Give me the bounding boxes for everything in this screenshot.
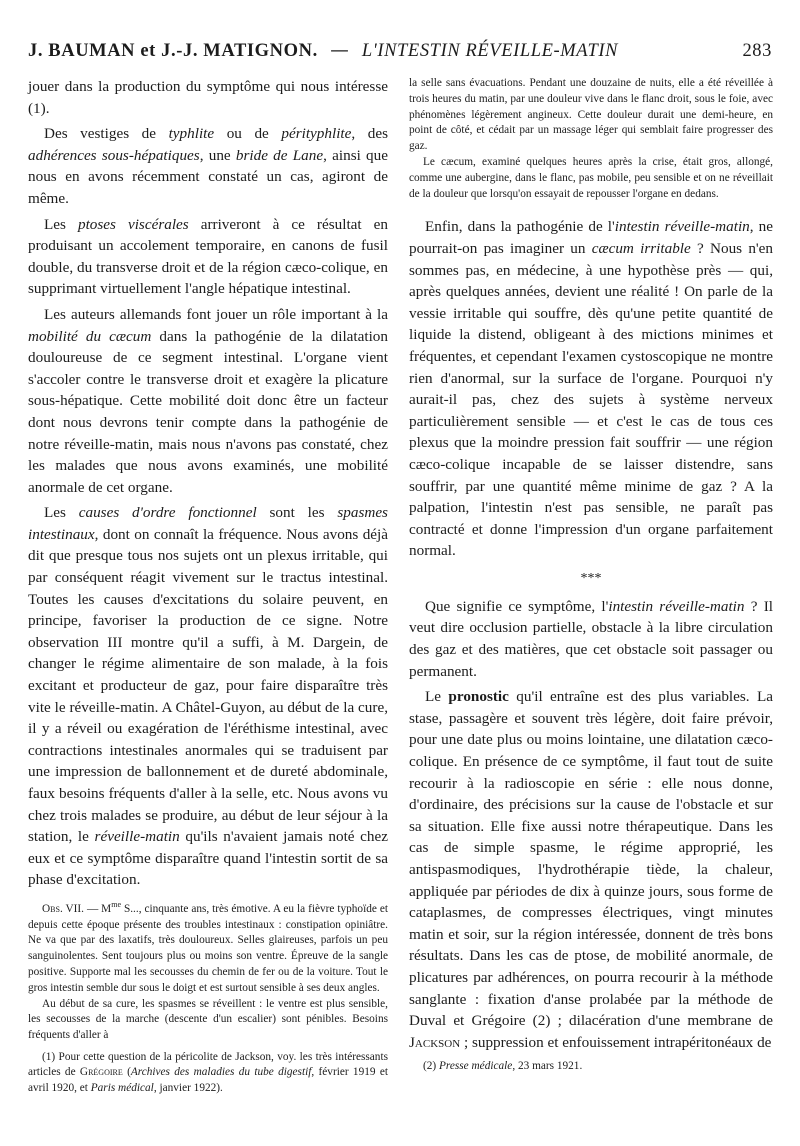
term-adherences: adhérences sous-hépatiques xyxy=(28,146,200,164)
footnote-1 xyxy=(28,1050,388,1097)
cure-text: Au début de sa cure, les spasmes se réveillent : le ventre est plus sensible, les secousses de la marche (descente d'un escalier) sont pénibles. Besoins fréquents d'aller à xyxy=(28,997,388,1042)
cont-text: la selle sans évacuations. Pendant une douzaine de nuits, elle a été réveillée à trois heures du matin, par une douleur vive dans le flanc droit, sous le foie, avec phénomènes légèrement angineux. Cette douleur durait une demi-heure, en point de côté, et cédait par un massage léger qui semblait faire progresser des gaz. xyxy=(409,77,773,153)
paragraph-causes-fonctionnel xyxy=(28,502,388,891)
observation-vii xyxy=(28,897,388,997)
term-causes: causes d'ordre fonctionnel xyxy=(78,504,257,522)
paragraph-pronostic xyxy=(409,686,773,1053)
p4-b: dans la pathogénie de la dilatation douloureuse de ce segment intestinal. L'organe vient s'accoler contre le transverse droit et exagère la plicature sous-hépatique. Cette mobilité doit donc être un facteur dont nous devrons tenir compte dans la pathogénie de notre réveille-matin, mais nous n'avons pas constaté, chez les malades que nous avons examinés, une mobilité anormale de cet organe. xyxy=(28,327,388,496)
fn2-b: , 23 mars 1921. xyxy=(512,1060,583,1073)
obs-me: me xyxy=(111,899,122,909)
p8-b: qu'il entraîne est des plus variables. La stase, passagère et souvent très légère, doit faire prévoir, pour une date plus ou moins lointaine, une dilatation cæco-colique. En présence de ce symptôme, il faut tout de suite recourir à la radioscopie en série : elle nous donne, d'ordinaire, des précisions sur la cause de l'obstacle et sur sa situation. Elle fixe aussi notre thérapeutique. Dans les cas de simple spasme, le régime approprié, les antispasmodiques, l'hydrothérapie tiède, la chaleur, appliquée par périodes de dix à quinze jours, sous forme de cataplasmes, de compresses électriques, vingt minutes matin et soir, sur la région intéressée, donnent de très bons résultats. Dans les cas de ptose, de mobilité anormale, de plicatures par adhérences, on pourra recourir à la méthode sanglante : fixation d'anse prolabée par la méthode de Duval et Grégoire (2) ; dilacération d'une membrane de xyxy=(409,688,773,1030)
fn1-b: ( xyxy=(122,1066,131,1079)
p4-a: Les auteurs allemands font jouer un rôle important à la xyxy=(44,305,388,323)
left-column xyxy=(28,76,388,1096)
term-pronostic: pronostic xyxy=(448,688,509,706)
p8-a: Le xyxy=(425,688,449,706)
term-bride-de-lane: bride de Lane xyxy=(235,146,324,164)
fn1-gregoire: Grégoire xyxy=(79,1066,123,1079)
obs-label: Obs. VII. xyxy=(42,902,85,915)
paragraph-continuation xyxy=(28,76,388,119)
p7-a: Que signifie ce symptôme, l' xyxy=(425,597,609,615)
p2-d: , une xyxy=(199,146,236,164)
p6-a: Enfin, dans la pathogénie de l' xyxy=(425,218,615,236)
term-reveille-matin: réveille-matin xyxy=(94,828,180,846)
header-left xyxy=(28,40,618,62)
p3-b: arriveront à ce résultat en produisant un accolement temporaire, en canons de fusil double, du transverse droit et de la région cæco-colique, en supprimant virtuellement l'angle hépatique intestinal. xyxy=(28,215,388,298)
footnote-2 xyxy=(409,1059,773,1075)
observation-cure xyxy=(28,997,388,1044)
fn1-archives: Archives des maladies du tube digestif xyxy=(130,1066,312,1079)
p5-d: qu'ils n'avaient jamais noté chez eux et ce symptôme disparaître quand l'intestin sortit de sa phase d'excitation. xyxy=(28,828,388,889)
paragraph-caecum-irritable xyxy=(409,216,773,562)
p5-a: Les xyxy=(44,504,79,522)
page-number: 283 xyxy=(742,41,772,61)
header-title: L'INTESTIN RÉVEILLE-MATIN xyxy=(361,41,619,61)
running-header xyxy=(28,40,772,62)
p3-a: Les xyxy=(44,215,78,233)
right-column xyxy=(409,76,773,1075)
p5-c: , dont on connaît la fréquence. Nous avons déjà dit que presque tous nos sujets ont un plexus irritable, qui par conséquent réagit vivement sur le tractus intestinal. Toutes les causes d'excitations du solaire peuvent, en principe, favoriser la production de ce signe. Notre observation III montre qu'il a suffi, à M. Dargein, de changer le régime alimentaire de son malade, à la fois excitant et producteur de gaz, pour faire disparaître très vite le réveille-matin. A Châtel-Guyon, au début de la cure, il y a réveil ou exagération de l'éréthisme intestinal, avec contractions intestinales anormales qui se traduisent par une impression de ballonnement et de dureté abdominale, faux besoins fréquents d'aller à la selle, etc. Nous avons vu chez trois malades se produire, au début de leur séjour à la station, le xyxy=(28,525,388,846)
fn1-a: (1) Pour cette question de la péricolite de Jackson, voy. les très intéressants articles de xyxy=(28,1050,388,1079)
fn2-a: (2) xyxy=(423,1060,439,1073)
section-asterism: *** xyxy=(580,570,602,586)
p2-b: ou de xyxy=(214,125,282,143)
term-perityphlite: pérityphlite xyxy=(281,125,352,143)
header-dash: — xyxy=(330,40,350,61)
p5-b: sont les xyxy=(256,504,338,522)
term-typhlite: typhlite xyxy=(168,125,215,143)
term-mobilite: mobilité du cæcum xyxy=(28,327,152,345)
obs-b: S..., cinquante ans, très émotive. A eu la fièvre typhoïde et depuis cette époque présente des troubles intestinaux : constipation opiniâtre. Ne va que par des laxatifs, très douloureux. Selles glaireuses, parfois un peu sanguinolentes. Sent toujours plus ou moins son ventre. Épreuve de la sangle positive. Supporte mal les secousses du chemin de fer ou de la voiture. Tout le gros intestin semble dur sous le doigt et est surtout sensible à ses deux angles. xyxy=(28,902,388,994)
paragraph-auteurs-allemands xyxy=(28,304,388,498)
paragraph-ptoses xyxy=(28,214,388,300)
p2-a: Des vestiges de xyxy=(44,125,169,143)
fn1-paris: Paris médical xyxy=(90,1081,154,1094)
obs-a: — M xyxy=(84,902,112,915)
term-intestin-reveille-matin: intestin réveille-matin xyxy=(614,218,750,236)
term-spasmes: spasmes intestinaux xyxy=(28,504,388,543)
term-ptoses: ptoses viscérales xyxy=(77,215,189,233)
fn1-d: , janvier 1922). xyxy=(153,1081,223,1094)
caecum-text: Le cæcum, examiné quelques heures après la crise, était gros, allongé, comme une aubergine, dans le flanc, pas mobile, peu sensible et on ne réveillait de la douleur que lorsqu'on essayait de repousser l'organe en dedans. xyxy=(409,155,773,200)
p6-c: ? Nous n'en sommes pas, en médecine, à une hypothèse près — qui, après quelques années, devient une réalité ! On parle de la vessie irritable qui souffre, dès qu'une petite quantité de liquide la distend, obligeant à des mictions minimes et fréquentes, et cependant l'examen cystoscopique ne montre rien d'anormal, sur la surface de l'organe. Pourquoi n'y aurait-il pas, chez des sujets à système nerveux particulièrement sensible — et c'est le cas de tous ces plexus que la moindre pression fait souffrir — une région cæco-colique incapable de se laisser distendre, sans souffrir, par une quantité même minime de gaz ? A la palpation, l'intestin n'est pas sensible, ne paraît pas contracté et donne l'impression d'un organe parfaitement normal. xyxy=(409,239,773,560)
p8-c: ; suppression et enfouissement intrapéritonéaux de xyxy=(460,1033,772,1051)
name-jackson: Jackson xyxy=(409,1033,461,1051)
p6-b: , ne pourrait-on pas imaginer un xyxy=(409,218,774,257)
paragraph-signification xyxy=(409,596,773,682)
term-caecum-irritable: cæcum irritable xyxy=(591,239,691,257)
observation-continuation xyxy=(409,76,773,155)
header-authors: J. BAUMAN et J.-J. MATIGNON. xyxy=(28,41,318,61)
paragraph-vestiges xyxy=(28,123,388,209)
p2-e: , ainsi que nous en avons récemment constaté un cas, agiront de même. xyxy=(28,146,388,207)
p1-text: jouer dans la production du symptôme qui nous intéresse (1). xyxy=(28,78,388,117)
p7-b: ? Il veut dire occlusion partielle, obstacle à la libre circulation des gaz et des matières, que cet obstacle soit passager ou permanent. xyxy=(409,597,774,680)
term-intestin-reveille-matin-2: intestin réveille-matin xyxy=(608,597,745,615)
p2-c: , des xyxy=(351,125,388,143)
fn1-c: , février 1919 et avril 1920, et xyxy=(28,1066,388,1094)
fn2-presse: Presse médicale xyxy=(439,1060,513,1073)
observation-caecum xyxy=(409,155,773,202)
